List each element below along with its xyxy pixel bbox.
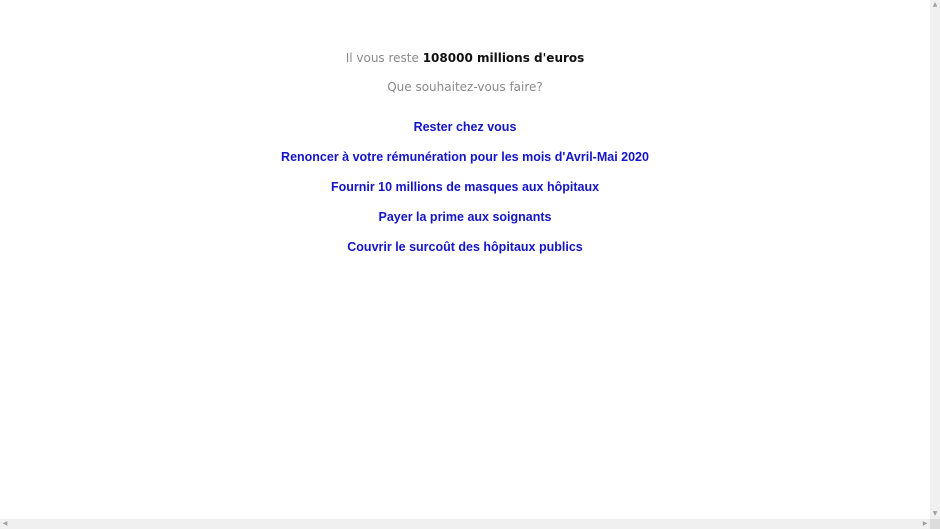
choice-pay-caregivers-bonus[interactable] — [0, 209, 930, 239]
choice-label: Payer la prime aux soignants — [378, 210, 552, 224]
choice-waive-salary[interactable] — [0, 149, 930, 179]
budget-prefix: Il vous reste — [345, 51, 423, 65]
choice-list — [0, 119, 930, 269]
triangle-right-icon[interactable]: ▶ — [922, 520, 928, 527]
triangle-up-icon[interactable]: ▲ — [932, 1, 938, 8]
choice-label: Fournir 10 millions de masques aux hôpitaux — [330, 180, 600, 194]
choice-label: Couvrir le surcoût des hôpitaux publics — [347, 240, 583, 254]
choice-label: Renoncer à votre rémunération pour les mois d'Avril-Mai 2020 — [281, 150, 649, 164]
choice-label: Rester chez vous — [413, 120, 517, 134]
choice-stay-home[interactable] — [0, 119, 930, 149]
triangle-down-icon[interactable]: ▼ — [932, 510, 938, 517]
scrollbar-corner — [930, 519, 940, 529]
vertical-scrollbar[interactable] — [930, 0, 940, 519]
choice-cover-hospital-costs[interactable] — [0, 239, 930, 269]
budget-amount: 108000 millions d'euros — [422, 51, 585, 65]
horizontal-scrollbar[interactable] — [0, 519, 930, 529]
triangle-left-icon[interactable]: ◀ — [2, 520, 8, 527]
question-prompt: Que souhaitez-vous faire? — [387, 80, 543, 94]
remaining-budget — [0, 50, 930, 66]
choice-supply-masks[interactable] — [0, 179, 930, 209]
